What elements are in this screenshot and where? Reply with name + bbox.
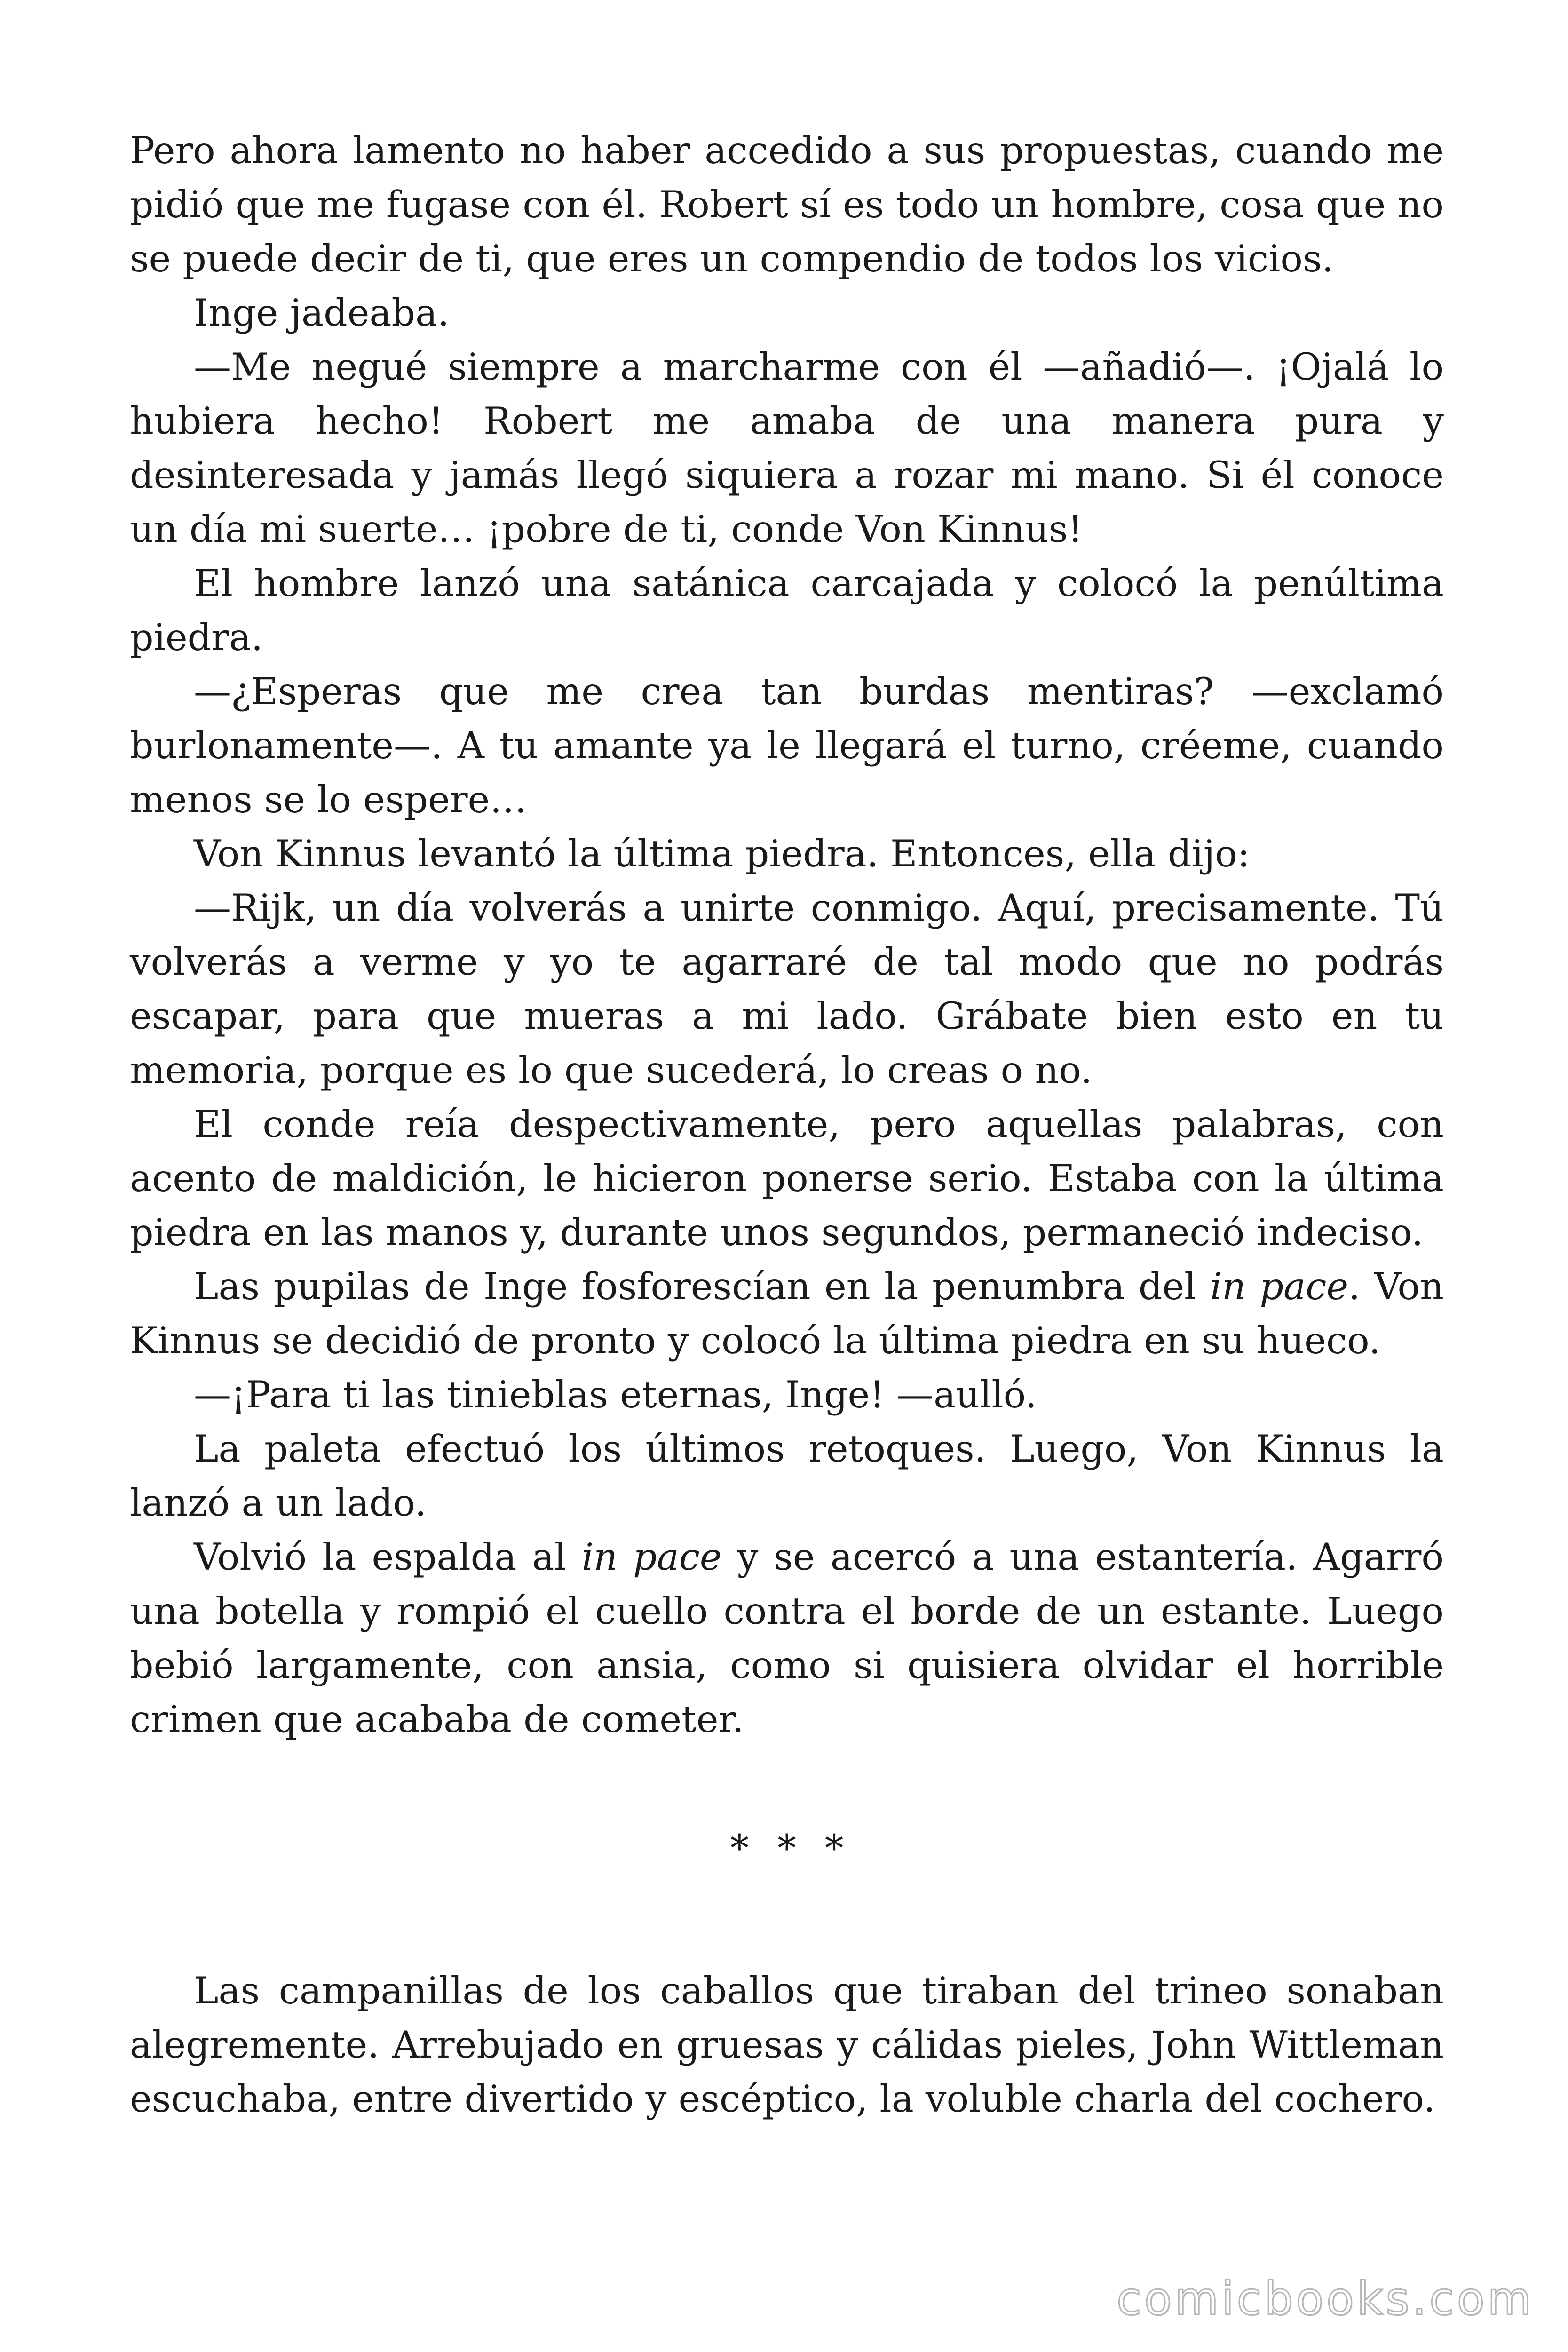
paragraph-10: —¡Para ti las tinieblas eternas, Inge! —aulló. xyxy=(194,1373,1037,1416)
paragraph-2: Inge jadeaba. xyxy=(194,291,450,334)
watermark-text: comicbooks.com xyxy=(1116,2273,1534,2325)
section-break: * * * xyxy=(730,1827,852,1870)
paragraph-6: Von Kinnus levantó la última piedra. Entonces, ella dijo: xyxy=(194,832,1250,875)
paragraph-12-italic: in pace xyxy=(581,1535,722,1579)
paragraph-12-end: y se acercó a una estantería. Agarró una botella y rompió el cuello contra el borde de un estante. Luego bebió largamente, con ansia, como si quisiera olvidar el horrible crimen que acababa de cometer. xyxy=(130,1535,1444,1741)
paragraph-3: —Me negué siempre a marcharme con él —añadió—. ¡Ojalá lo hubiera hecho! Robert me amaba de una manera pura y desinteresada y jamás llegó siquiera a rozar mi mano. Si él conoce un día mi suerte… ¡pobre de ti, conde Von Kinnus! xyxy=(130,345,1444,551)
paragraph-7: —Rijk, un día volverás a unirte conmigo. Aquí, precisamente. Tú volverás a verme y yo te agarraré de tal modo que no podrás escapar, para que mueras a mi lado. Grábate bien esto en tu memoria, porque es lo que sucederá, lo creas o no. xyxy=(130,886,1444,1092)
body-text-bottom xyxy=(130,1964,1444,2126)
paragraph-9-start: Las pupilas de Inge fosforescían en la penumbra del xyxy=(194,1265,1210,1308)
paragraph-9 xyxy=(130,1260,1444,1368)
paragraph-5: —¿Esperas que me crea tan burdas mentiras? —exclamó burlonamente—. A tu amante ya le llegará el turno, créeme, cuando menos se lo espere… xyxy=(130,670,1444,821)
paragraph-13: Las campanillas de los caballos que tiraban del trineo sonaban alegremente. Arrebujado en gruesas y cálidas pieles, John Wittleman escuchaba, entre divertido y escéptico, la voluble charla del cochero. xyxy=(130,1969,1444,2121)
paragraph-1: Pero ahora lamento no haber accedido a sus propuestas, cuando me pidió que me fugase con él. Robert sí es todo un hombre, cosa que no se puede decir de ti, que eres un compendio de todos los vicios. xyxy=(130,129,1444,280)
paragraph-4: El hombre lanzó una satánica carcajada y colocó la penúltima piedra. xyxy=(130,562,1444,659)
paragraph-9-italic: in pace xyxy=(1210,1265,1349,1308)
paragraph-9-end: . Von Kinnus se decidió de pronto y colocó la última piedra en su hueco. xyxy=(130,1265,1444,1362)
paragraph-12 xyxy=(130,1530,1444,1747)
paragraph-8: El conde reía despectivamente, pero aquellas palabras, con acento de maldición, le hicieron ponerse serio. Estaba con la última piedra en las manos y, durante unos segundos, permaneció indeciso. xyxy=(130,1103,1444,1254)
paragraph-11: La paleta efectuó los últimos retoques. Luego, Von Kinnus la lanzó a un lado. xyxy=(130,1427,1444,1525)
paragraph-12-start: Volvió la espalda al xyxy=(194,1535,582,1579)
body-text-top xyxy=(130,124,1444,1747)
